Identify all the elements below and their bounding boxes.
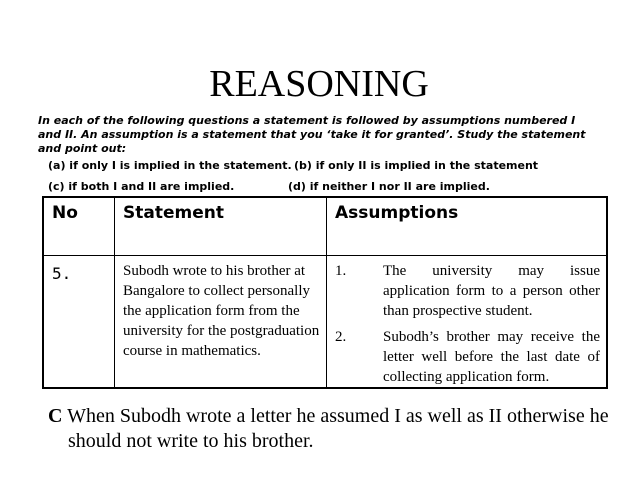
answer-letter: C bbox=[48, 405, 63, 427]
instructions-text: In each of the following questions a statement is followed by assumptions numbered I and II. An assumption is a statement that you ‘take it for granted’. Study the statement and point out: bbox=[38, 114, 586, 155]
header-statement: Statement bbox=[115, 197, 327, 256]
header-assumptions: Assumptions bbox=[327, 197, 608, 256]
question-number: 5. bbox=[43, 256, 115, 389]
assumption-1 bbox=[335, 261, 600, 321]
option-a: (a) if only I is implied in the statement. bbox=[48, 159, 292, 172]
page-title: REASONING bbox=[209, 63, 429, 105]
table-row bbox=[43, 256, 607, 389]
question-table bbox=[42, 196, 608, 389]
statement-text: Subodh wrote to his brother at Bangalore to collect personally the application form from the university for the postgraduation course in mathematics. bbox=[115, 256, 327, 389]
assumption-1-number: 1. bbox=[335, 263, 347, 279]
assumption-2-text: Subodh’s brother may receive the letter well before the last date of collecting application form. bbox=[383, 329, 600, 385]
answer-text: When Subodh wrote a letter he assumed I as well as II otherwise he should not write to his brother. bbox=[62, 405, 609, 452]
assumption-2 bbox=[335, 327, 600, 387]
assumption-2-number: 2. bbox=[335, 329, 347, 345]
answer-explanation bbox=[48, 404, 638, 454]
header-no: No bbox=[43, 197, 115, 256]
table-header-row bbox=[43, 197, 607, 256]
option-c: (c) if both I and II are implied. bbox=[48, 180, 235, 193]
assumptions-cell bbox=[327, 256, 608, 389]
assumption-1-text: The university may issue application form to a person other than prospective student. bbox=[383, 263, 600, 319]
option-b: (b) if only II is implied in the statement bbox=[294, 159, 539, 172]
option-d: (d) if neither I nor II are implied. bbox=[288, 180, 490, 193]
